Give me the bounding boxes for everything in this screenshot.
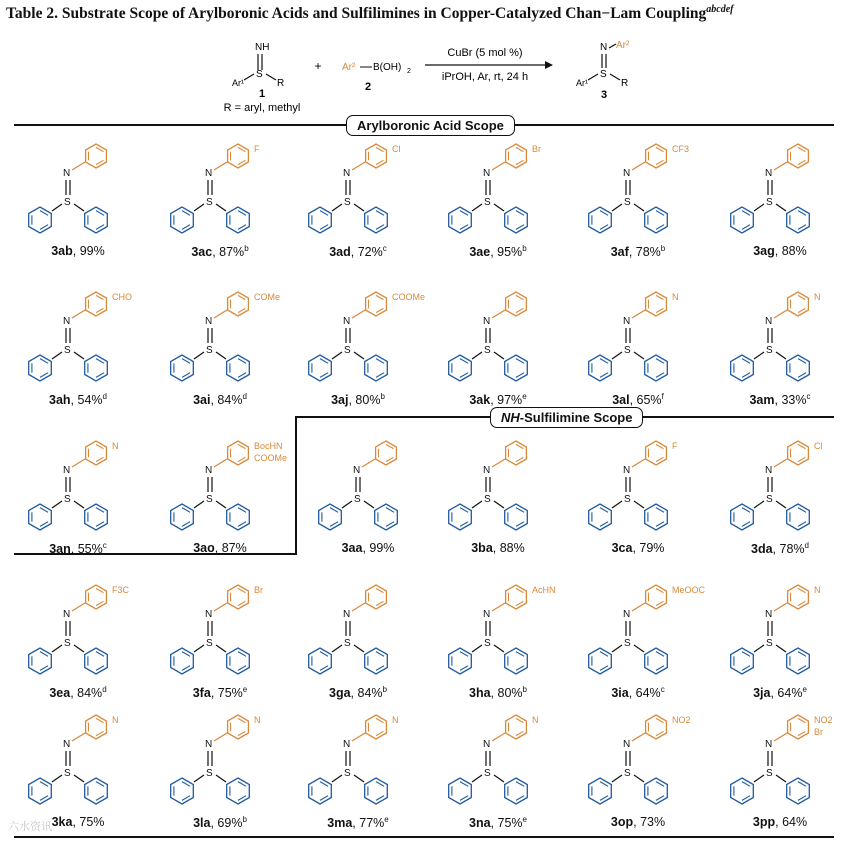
compound-3ak xyxy=(428,288,568,408)
compound-yield: 88% xyxy=(781,244,807,258)
compound-yield: 80% xyxy=(355,393,381,408)
yield-footnote: d xyxy=(102,392,107,401)
yield-footnote: e xyxy=(242,685,248,694)
compound-id: 3ai xyxy=(193,393,211,408)
structure-drawing xyxy=(568,140,708,240)
svg-text:S: S xyxy=(256,69,263,80)
svg-text:S: S xyxy=(344,768,351,779)
svg-text:S: S xyxy=(484,345,491,356)
svg-text:Ar²: Ar² xyxy=(342,62,356,73)
svg-text:Ar²: Ar² xyxy=(616,40,630,51)
compound-yield: 78% xyxy=(779,542,805,557)
yield-footnote: c xyxy=(382,244,387,253)
reaction-scheme xyxy=(0,28,850,114)
svg-text:S: S xyxy=(484,494,491,505)
svg-text:S: S xyxy=(206,638,213,649)
structure-drawing xyxy=(568,437,708,537)
compound-yield: 88% xyxy=(499,541,525,555)
svg-text:BocHN: BocHN xyxy=(254,441,283,451)
compound-caption: 3ca, 79% xyxy=(611,541,665,555)
compound-caption: 3ah, 54%$^d$ xyxy=(49,392,107,408)
structure-drawing xyxy=(710,711,850,811)
structure-drawing xyxy=(8,140,148,240)
compound-id: 3ag xyxy=(753,244,775,258)
svg-text:N: N xyxy=(765,168,773,179)
compound-3ab xyxy=(8,140,148,260)
section-label-nh-sulfilimine: NH-Sulfilimine Scope xyxy=(490,407,643,428)
svg-text:N: N xyxy=(63,739,71,750)
svg-text:S: S xyxy=(624,345,631,356)
structure-drawing xyxy=(8,711,148,811)
svg-text:COMe: COMe xyxy=(254,292,281,302)
svg-text:2: 2 xyxy=(364,81,372,93)
svg-text:N: N xyxy=(672,292,679,302)
svg-text:N: N xyxy=(623,609,631,620)
svg-text:Br: Br xyxy=(254,585,263,595)
structure-drawing xyxy=(150,437,290,537)
compound-id: 3ha xyxy=(469,686,491,701)
structure-drawing xyxy=(150,711,290,811)
compound-yield: 99% xyxy=(369,541,395,555)
watermark: 六水资讯 xyxy=(8,821,52,833)
compound-id: 3da xyxy=(751,542,773,557)
compound-yield: 33% xyxy=(781,393,807,408)
structure-drawing xyxy=(568,581,708,681)
compound-3op xyxy=(568,711,708,831)
compound-id: 3ia xyxy=(611,686,629,701)
compound-3aj xyxy=(288,288,428,408)
compound-caption: 3op, 73% xyxy=(610,815,666,829)
compound-yield: 75% xyxy=(497,816,523,831)
compound-3ga xyxy=(288,581,428,701)
compound-id: 3ga xyxy=(329,686,351,701)
compound-yield: 84% xyxy=(217,393,243,408)
compound-yield: 99% xyxy=(79,244,105,258)
structure-drawing xyxy=(428,288,568,388)
svg-text:NO2: NO2 xyxy=(672,715,691,725)
svg-text:S: S xyxy=(624,638,631,649)
yield-footnote: f xyxy=(661,392,664,401)
compound-caption: 3la, 69%$^b$ xyxy=(193,815,247,831)
svg-text:+: + xyxy=(314,59,322,73)
svg-text:Br: Br xyxy=(532,144,541,154)
compound-3ae xyxy=(428,140,568,260)
yield-footnote: b xyxy=(244,244,249,253)
yield-footnote: b xyxy=(382,685,387,694)
compound-yield: 78% xyxy=(635,245,661,260)
compound-3ca xyxy=(568,437,708,557)
svg-text:COOMe: COOMe xyxy=(254,453,288,463)
svg-text:N: N xyxy=(205,316,213,327)
yield-footnote: b xyxy=(522,244,527,253)
svg-text:N: N xyxy=(205,739,213,750)
compound-3ia xyxy=(568,581,708,701)
structure-drawing xyxy=(298,437,438,537)
compound-caption: 3ga, 84%$^b$ xyxy=(329,685,387,701)
compound-yield: 95% xyxy=(497,245,523,260)
compound-id: 3an xyxy=(49,542,71,557)
svg-text:N: N xyxy=(765,739,773,750)
svg-text:S: S xyxy=(766,345,773,356)
svg-text:2: 2 xyxy=(407,68,411,75)
svg-text:S: S xyxy=(624,197,631,208)
compound-yield: 64% xyxy=(777,686,803,701)
compound-id: 3la xyxy=(193,816,211,831)
svg-text:N: N xyxy=(483,609,491,620)
svg-text:CHO: CHO xyxy=(112,292,132,302)
svg-text:S: S xyxy=(624,494,631,505)
compound-3ah xyxy=(8,288,148,408)
yield-footnote: e xyxy=(522,392,527,401)
svg-text:AcHN: AcHN xyxy=(532,585,556,595)
svg-text:N: N xyxy=(623,168,631,179)
structure-drawing xyxy=(8,437,148,537)
compound-id: 3al xyxy=(612,393,630,408)
svg-text:S: S xyxy=(344,345,351,356)
compound-caption: 3ab, 99% xyxy=(51,244,105,258)
structure-drawing xyxy=(428,140,568,240)
compound-id: 3ea xyxy=(49,686,71,701)
svg-text:N: N xyxy=(63,465,71,476)
structure-drawing xyxy=(710,288,850,388)
structure-drawing xyxy=(150,581,290,681)
yield-footnote: d xyxy=(102,685,107,694)
compound-caption: 3pp, 64% xyxy=(752,815,808,829)
compound-id: 3ao xyxy=(193,541,215,555)
svg-text:N: N xyxy=(483,316,491,327)
svg-text:N: N xyxy=(483,739,491,750)
compound-id: 3ah xyxy=(49,393,71,408)
svg-text:S: S xyxy=(484,638,491,649)
structure-drawing xyxy=(710,581,850,681)
compound-3da xyxy=(710,437,850,557)
svg-text:F: F xyxy=(672,441,678,451)
compound-caption: 3na, 75%$^e$ xyxy=(469,815,527,831)
compound-3na xyxy=(428,711,568,831)
compound-id: 3ma xyxy=(327,816,353,831)
compound-yield: 54% xyxy=(77,393,103,408)
compound-yield: 79% xyxy=(639,541,665,555)
svg-text:S: S xyxy=(484,768,491,779)
structure-drawing xyxy=(8,288,148,388)
compound-3la xyxy=(150,711,290,831)
svg-text:iPrOH, Ar, rt, 24 h: iPrOH, Ar, rt, 24 h xyxy=(441,71,529,83)
svg-text:N: N xyxy=(112,441,119,451)
yield-footnote: e xyxy=(802,685,807,694)
compound-3ag xyxy=(710,140,850,260)
structure-drawing xyxy=(150,288,290,388)
yield-footnote: b xyxy=(242,815,247,824)
compound-caption: 3ak, 97%$^e$ xyxy=(469,392,527,408)
compound-id: 3ka xyxy=(51,815,73,829)
compound-caption: 3ag, 88% xyxy=(753,244,807,258)
compound-id: 3ak xyxy=(469,393,491,408)
svg-text:S: S xyxy=(766,638,773,649)
svg-text:S: S xyxy=(206,494,213,505)
compound-id: 3ac xyxy=(191,245,213,260)
compound-3ea xyxy=(8,581,148,701)
compound-caption: 3ba, 88% xyxy=(471,541,525,555)
svg-text:N: N xyxy=(343,316,351,327)
svg-text:N: N xyxy=(814,292,821,302)
compound-yield: 69% xyxy=(217,816,243,831)
svg-text:S: S xyxy=(600,69,607,80)
svg-text:N: N xyxy=(765,316,773,327)
compound-yield: 55% xyxy=(77,542,103,557)
svg-text:S: S xyxy=(766,494,773,505)
compound-id: 3aa xyxy=(341,541,363,555)
compound-yield: 77% xyxy=(359,816,385,831)
structure-drawing xyxy=(428,437,568,537)
compound-caption: 3ka, 75% xyxy=(51,815,105,829)
svg-text:CF3: CF3 xyxy=(672,144,690,154)
svg-text:Cl: Cl xyxy=(392,144,401,154)
svg-text:S: S xyxy=(64,345,71,356)
svg-text:N: N xyxy=(254,715,261,725)
svg-text:S: S xyxy=(206,197,213,208)
svg-text:N: N xyxy=(623,316,631,327)
compound-id: 3ba xyxy=(471,541,493,555)
svg-text:S: S xyxy=(206,345,213,356)
compound-yield: 97% xyxy=(497,393,523,408)
svg-text:N: N xyxy=(600,42,608,53)
compound-3am xyxy=(710,288,850,408)
compound-caption: 3ad, 72%$^c$ xyxy=(329,244,387,260)
yield-footnote: c xyxy=(660,685,665,694)
svg-text:1: 1 xyxy=(258,88,266,100)
compound-caption: 3al, 65%$^f$ xyxy=(612,392,664,408)
compound-id: 3na xyxy=(469,816,491,831)
svg-text:N: N xyxy=(63,168,71,179)
compound-id: 3fa xyxy=(192,686,211,701)
compound-3fa xyxy=(150,581,290,701)
compound-3ad xyxy=(288,140,428,260)
compound-3ma xyxy=(288,711,428,831)
svg-text:Cl: Cl xyxy=(814,441,823,451)
structure-drawing xyxy=(568,288,708,388)
structure-drawing xyxy=(568,711,708,811)
bottom-rule xyxy=(14,836,834,838)
compound-caption: 3aj, 80%$^b$ xyxy=(331,392,385,408)
svg-text:F3C: F3C xyxy=(112,585,130,595)
compound-yield: 75% xyxy=(217,686,243,701)
svg-text:N: N xyxy=(483,465,491,476)
compound-3ha xyxy=(428,581,568,701)
compound-caption: 3ha, 80%$^b$ xyxy=(469,685,527,701)
yield-footnote: b xyxy=(380,392,385,401)
compound-yield: 64% xyxy=(635,686,661,701)
svg-text:N: N xyxy=(205,168,213,179)
compound-yield: 87% xyxy=(221,541,247,555)
yield-footnote: b xyxy=(522,685,527,694)
svg-text:S: S xyxy=(344,638,351,649)
compound-caption: 3da, 78%$^d$ xyxy=(751,541,809,557)
compound-yield: 84% xyxy=(357,686,383,701)
svg-text:S: S xyxy=(484,197,491,208)
compound-caption: 3ia, 64%$^c$ xyxy=(611,685,665,701)
compound-id: 3am xyxy=(749,393,775,408)
svg-text:COOMe: COOMe xyxy=(392,292,426,302)
svg-text:R: R xyxy=(277,78,285,89)
svg-text:N: N xyxy=(112,715,119,725)
compound-yield: 64% xyxy=(782,815,808,829)
compound-id: 3op xyxy=(610,815,634,829)
nh-section-divider xyxy=(295,416,297,554)
svg-text:S: S xyxy=(354,494,361,505)
structure-drawing xyxy=(150,140,290,240)
section-label-arylboronic: Arylboronic Acid Scope xyxy=(346,115,515,136)
structure-drawing xyxy=(288,711,428,811)
yield-footnote: b xyxy=(660,244,666,253)
compound-3ai xyxy=(150,288,290,408)
compound-caption: 3ac, 87%$^b$ xyxy=(191,244,249,260)
svg-text:N: N xyxy=(205,609,213,620)
compound-id: 3ad xyxy=(329,245,351,260)
yield-footnote: d xyxy=(242,392,247,401)
compound-id: 3pp xyxy=(752,815,776,829)
table-title: Table 2. Substrate Scope of Arylboronic Acids and Sulfilimines in Copper-Catalyzed Chan−Lam Coupling$^{abcdef}$ xyxy=(6,4,734,23)
compound-3ka xyxy=(8,711,148,831)
svg-text:Br: Br xyxy=(814,727,823,737)
svg-text:S: S xyxy=(64,638,71,649)
compound-caption: 3fa, 75%$^e$ xyxy=(192,685,248,701)
compound-yield: 65% xyxy=(636,393,662,408)
compound-3an xyxy=(8,437,148,557)
structure-drawing xyxy=(8,581,148,681)
svg-text:N: N xyxy=(353,465,361,476)
compound-id: 3ja xyxy=(753,686,771,701)
svg-text:N: N xyxy=(532,715,539,725)
structure-drawing xyxy=(710,140,850,240)
compound-id: 3ca xyxy=(611,541,633,555)
compound-3ja xyxy=(710,581,850,701)
yield-footnote: d xyxy=(804,541,809,550)
compound-caption: 3af, 78%$^b$ xyxy=(610,244,666,260)
compound-yield: 72% xyxy=(357,245,383,260)
svg-text:N: N xyxy=(343,609,351,620)
compound-caption: 3ja, 64%$^e$ xyxy=(753,685,807,701)
svg-text:N: N xyxy=(623,739,631,750)
svg-text:S: S xyxy=(766,768,773,779)
svg-text:S: S xyxy=(624,768,631,779)
svg-text:N: N xyxy=(765,465,773,476)
compound-3pp xyxy=(710,711,850,831)
compound-3ba xyxy=(428,437,568,557)
compound-caption: 3ma, 77%$^e$ xyxy=(327,815,389,831)
compound-caption: 3ae, 95%$^b$ xyxy=(469,244,527,260)
yield-footnote: e xyxy=(522,815,527,824)
svg-text:S: S xyxy=(64,197,71,208)
structure-drawing xyxy=(288,140,428,240)
compound-id: 3af xyxy=(610,245,629,260)
compound-caption: 3ea, 84%$^d$ xyxy=(49,685,107,701)
compound-caption: 3an, 55%$^c$ xyxy=(49,541,107,557)
compound-id: 3aj xyxy=(331,393,349,408)
compound-yield: 84% xyxy=(77,686,103,701)
compound-yield: 80% xyxy=(497,686,523,701)
svg-text:N: N xyxy=(63,316,71,327)
yield-footnote: c xyxy=(102,541,107,550)
compound-caption: 3am, 33%$^c$ xyxy=(749,392,811,408)
svg-text:R: R xyxy=(621,78,629,89)
structure-drawing xyxy=(428,581,568,681)
svg-text:S: S xyxy=(64,494,71,505)
svg-text:MeOOC: MeOOC xyxy=(672,585,706,595)
structure-drawing xyxy=(710,437,850,537)
yield-footnote: c xyxy=(806,392,811,401)
compound-id: 3ab xyxy=(51,244,73,258)
svg-text:N: N xyxy=(63,609,71,620)
compound-3af xyxy=(568,140,708,260)
svg-text:Ar¹: Ar¹ xyxy=(576,78,588,88)
svg-text:S: S xyxy=(766,197,773,208)
compound-3ac xyxy=(150,140,290,260)
structure-drawing xyxy=(428,711,568,811)
compound-3al xyxy=(568,288,708,408)
compound-caption: 3aa, 99% xyxy=(341,541,395,555)
svg-text:N: N xyxy=(483,168,491,179)
svg-text:N: N xyxy=(765,609,773,620)
compound-id: 3ae xyxy=(469,245,491,260)
svg-text:NH: NH xyxy=(255,42,270,53)
compound-3ao xyxy=(150,437,290,557)
compound-yield: 73% xyxy=(640,815,666,829)
svg-text:N: N xyxy=(205,465,213,476)
svg-text:S: S xyxy=(206,768,213,779)
svg-text:N: N xyxy=(343,168,351,179)
structure-drawing xyxy=(288,288,428,388)
svg-text:R = aryl, methyl: R = aryl, methyl xyxy=(223,102,301,114)
compound-caption: 3ao, 87% xyxy=(193,541,247,555)
svg-text:NO2: NO2 xyxy=(814,715,833,725)
compound-yield: 87% xyxy=(219,245,245,260)
compound-yield: 75% xyxy=(79,815,105,829)
svg-text:B(OH): B(OH) xyxy=(373,62,402,73)
svg-text:N: N xyxy=(392,715,399,725)
yield-footnote: e xyxy=(384,815,389,824)
svg-text:S: S xyxy=(64,768,71,779)
compound-3aa xyxy=(298,437,438,557)
compound-caption: 3ai, 84%$^d$ xyxy=(193,392,247,408)
svg-text:F: F xyxy=(254,144,260,154)
structure-drawing xyxy=(288,581,428,681)
svg-text:Ar¹: Ar¹ xyxy=(232,78,244,88)
svg-text:3: 3 xyxy=(600,89,608,101)
svg-text:N: N xyxy=(623,465,631,476)
svg-text:N: N xyxy=(343,739,351,750)
svg-text:CuBr (5 mol %): CuBr (5 mol %) xyxy=(447,47,523,59)
svg-text:S: S xyxy=(344,197,351,208)
svg-text:N: N xyxy=(814,585,821,595)
